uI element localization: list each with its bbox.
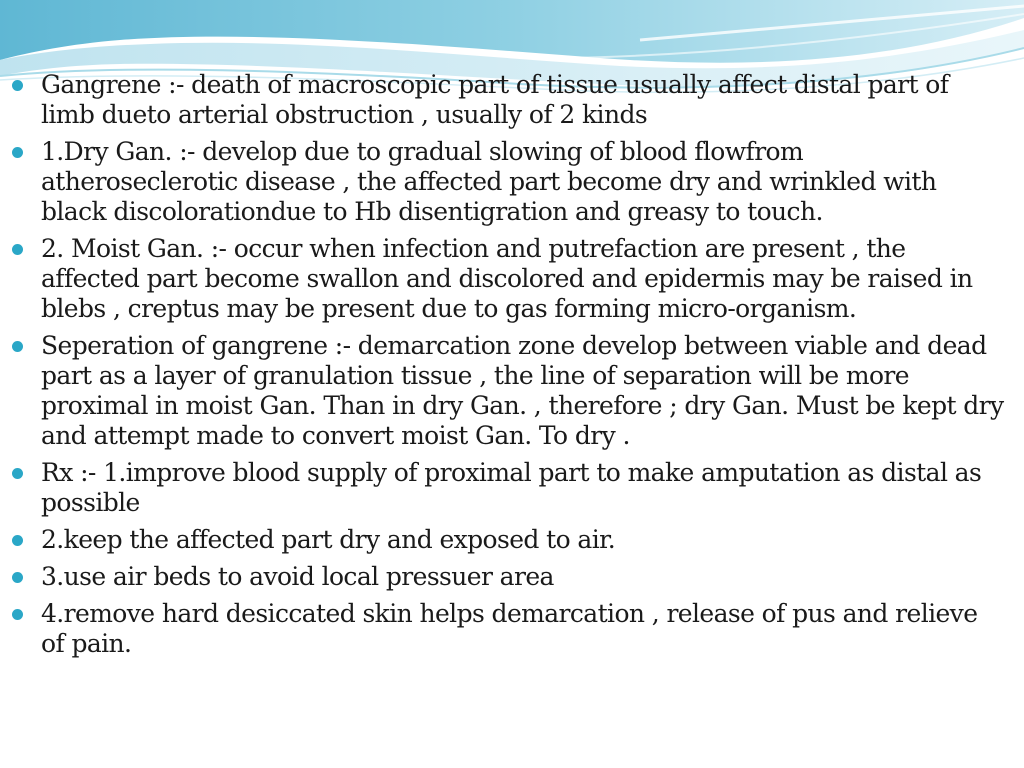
bullet-text: 1.Dry Gan. :- develop due to gradual slowing of blood flowfrom atheroseclerotic disease , the affected part become dry and wrinkled with black discolorationdue to Hb disentigration and greasy to touch. [41, 137, 937, 226]
bullet-item-treatment-1 [0, 458, 1024, 518]
bullet-dot-icon [12, 341, 23, 352]
bullet-item-gangrene-definition [0, 70, 1024, 130]
bullet-dot-icon [12, 468, 23, 479]
bullet-dot-icon [12, 80, 23, 91]
bullet-text: 3.use air beds to avoid local pressuer area [41, 562, 554, 591]
bullet-text: 4.remove hard desiccated skin helps demarcation , release of pus and relieve of pain. [41, 599, 978, 658]
bullet-item-dry-gangrene [0, 137, 1024, 227]
bullet-item-separation [0, 331, 1024, 451]
bullet-item-treatment-4 [0, 599, 1024, 659]
bullet-text: 2.keep the affected part dry and exposed to air. [41, 525, 616, 554]
bullet-item-moist-gangrene [0, 234, 1024, 324]
bullet-dot-icon [12, 535, 23, 546]
bullet-text: Rx :- 1.improve blood supply of proximal part to make amputation as distal as possible [41, 458, 982, 517]
bullet-text: Seperation of gangrene :- demarcation zone develop between viable and dead part as a layer of granulation tissue , the line of separation will be more proximal in moist Gan. Than in dry Gan. , therefore ; dry Gan. Must be kept dry and attempt made to convert moist Gan. To dry . [41, 331, 1004, 450]
bullet-item-treatment-3 [0, 562, 1024, 592]
bullet-dot-icon [12, 244, 23, 255]
bullet-list [0, 70, 1024, 666]
bullet-text: 2. Moist Gan. :- occur when infection and putrefaction are present , the affected part become swallon and discolored and epidermis may be raised in blebs , creptus may be present due to gas forming micro-organism. [41, 234, 973, 323]
bullet-dot-icon [12, 572, 23, 583]
bullet-text: Gangrene :- death of macroscopic part of tissue usually affect distal part of limb dueto arterial obstruction , usually of 2 kinds [41, 70, 949, 129]
bullet-item-treatment-2 [0, 525, 1024, 555]
bullet-dot-icon [12, 147, 23, 158]
bullet-dot-icon [12, 609, 23, 620]
